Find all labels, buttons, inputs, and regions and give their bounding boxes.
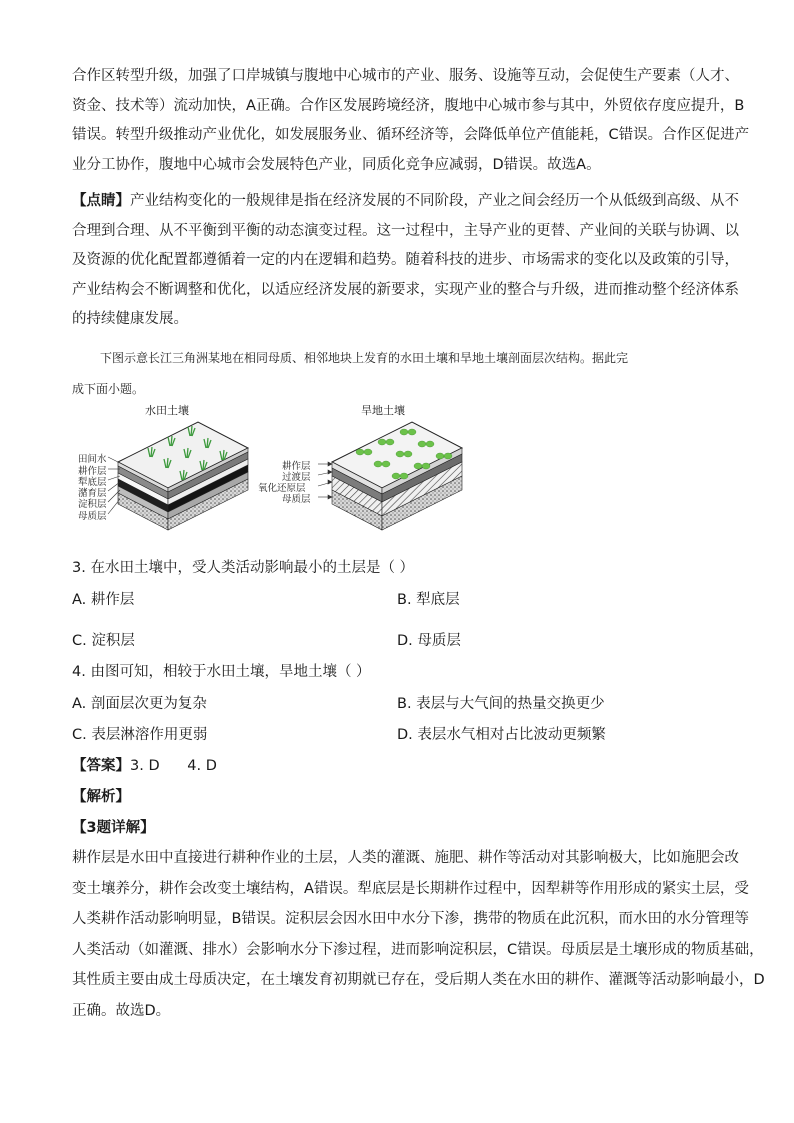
detail-paragraph — [72, 843, 765, 1026]
text-line: 业分工协作，腹地中心城市会发展特色产业，同质化竞争应减弱，D错误。故选A。 — [72, 156, 601, 173]
q3-option-a[interactable]: A. 耕作层 — [72, 592, 135, 608]
text-line: 人类活动（如灌溉、排水）会影响水分下渗过程，进而影响淀积层，C错误。母质层是土壤形成的物质基础， — [72, 941, 764, 958]
dry-label: 氧化还原层 — [258, 483, 306, 494]
q3-option-c[interactable]: C. 淀积层 — [72, 633, 135, 649]
q4-option-b[interactable]: B. 表层与大气间的热量交换更少 — [397, 696, 605, 712]
text-line: 下图示意长江三角洲某地在相同母质、相邻地块上发育的水田土壤和旱地土壤剖面层次结构。据此完 — [100, 351, 629, 365]
text-line: 合理到合理、从不平衡到平衡的动态演变过程。这一过程中，主导产业的更替、产业间的关联与协调、以 — [72, 222, 739, 239]
text-line: 错误。转型升级推动产业优化，如发展服务业、循环经济等，会降低单位产值能耗，C错误。合作区促进产 — [72, 127, 750, 143]
q3-option-d[interactable]: D. 母质层 — [397, 633, 461, 649]
detail-heading — [72, 816, 155, 837]
text-line: 产业结构会不断调整和优化，以适应经济发展的新要求，实现产业的整合与升级，进而推动整个经济体系 — [72, 281, 739, 298]
text-line: 资金、技术等）流动加快，A正确。合作区发展跨境经济，腹地中心城市参与其中，外贸依存度应提升，B — [72, 97, 745, 114]
detail-label: 【3题详解】 — [72, 820, 155, 836]
paddy-label: 耕作层 — [78, 466, 107, 477]
paddy-soil-block — [118, 422, 248, 530]
text-line: 变土壤养分，耕作会改变土壤结构，A错误。犁底层是长期耕作过程中，因犁耕等作用形成的紧实土层，受 — [72, 880, 749, 897]
dry-label: 母质层 — [282, 494, 311, 505]
text-line: 人类耕作活动影响明显，B错误。淀积层会因水田中水分下渗，携带的物质在此沉积，而水田的水分管理等 — [72, 911, 749, 927]
q4-option-d[interactable]: D. 表层水气相对占比波动更频繁 — [397, 727, 606, 743]
soil-profile-figure — [78, 402, 498, 552]
text-line: 正确。故选D。 — [72, 1002, 171, 1019]
text-line: 其性质主要由成土母质决定，在土壤发育初期就已存在，受后期人类在水田的耕作、灌溉等活动影响最小，D — [72, 972, 765, 988]
dianjing-tag: 【点睛】 — [72, 193, 130, 209]
text-line: 耕作层是水田中直接进行耕种作业的土层，人类的灌溉、施肥、耕作等活动对其影响极大，比如施肥会改 — [72, 850, 739, 866]
question-intro — [72, 343, 732, 405]
analysis-tag — [72, 785, 130, 806]
question-3-stem: 3. 在水田土壤中，受人类活动影响最小的土层是（ ） — [72, 560, 415, 576]
analysis-label: 【解析】 — [72, 789, 130, 805]
q3-option-b[interactable]: B. 犁底层 — [397, 592, 460, 608]
text-line: 的持续健康发展。 — [72, 311, 188, 327]
text-line: 及资源的优化配置都遵循着一定的内在逻辑和趋势。随着科技的进步、市场需求的变化以及政策的引导， — [72, 252, 739, 268]
text-line: 合作区转型升级，加强了口岸城镇与腹地中心城市的产业、服务、设施等互动，会促使生产要素（人才、 — [72, 68, 739, 84]
previous-answer-paragraph — [72, 62, 750, 180]
q4-option-c[interactable]: C. 表层淋溶作用更弱 — [72, 727, 208, 743]
paddy-label: 母质层 — [78, 511, 107, 522]
dry-label: 过渡层 — [282, 472, 311, 483]
paddy-label: 犁底层 — [78, 477, 107, 488]
answer-tag: 【答案】 — [72, 758, 130, 774]
paddy-label: 田间水 — [78, 454, 107, 465]
answer-text: 3. D 4. D — [130, 758, 217, 774]
paddy-soil-title: 水田土壤 — [145, 404, 189, 417]
paddy-label: 淀积层 — [78, 499, 107, 510]
dry-soil-title: 旱地土壤 — [361, 404, 405, 417]
dry-soil-block — [332, 422, 462, 530]
q4-option-a[interactable]: A. 剖面层次更为复杂 — [72, 696, 207, 712]
text-line: 成下面小题。 — [72, 382, 145, 396]
dianjing-paragraph — [72, 187, 739, 335]
text-line: 产业结构变化的一般规律是指在经济发展的不同阶段，产业之间会经历一个从低级到高级、从不 — [130, 193, 739, 209]
dry-label: 耕作层 — [282, 461, 311, 472]
paddy-label: 潴育层 — [78, 488, 107, 499]
question-4-stem: 4. 由图可知，相较于水田土壤，旱地土壤（ ） — [72, 664, 371, 680]
answer-line — [72, 754, 217, 775]
